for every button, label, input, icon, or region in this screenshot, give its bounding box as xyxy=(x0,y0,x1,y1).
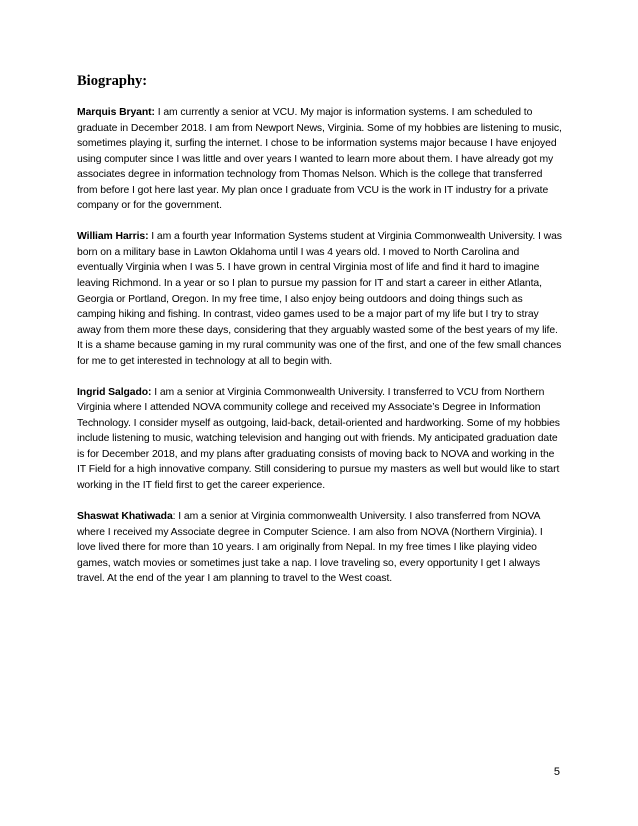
bio-text: I am a senior at Virginia Commonwealth University. I transferred to VCU from Northern Virginia where I attended NOVA community college and received my Associate’s Degree in Information Technology. I consider myself as outgoing, laid-back, detail-oriented and hardworking. Some of my hobbies include listening to music, watching television and hanging out with friends. My anticipated graduation date is for December 2018, and my plans after graduating consists of moving back to NOVA and working in the IT Field for a high innovative company. Still considering to pursue my masters as well but would like to start working in the IT field first to get the career experience. xyxy=(77,386,560,492)
bio-paragraph-ingrid-salgado xyxy=(77,385,563,494)
bio-text: I am a fourth year Information Systems student at Virginia Commonwealth University. I was born on a military base in Lawton Oklahoma until I was 4 years old. I moved to North Carolina and eventually Virginia when I was 5. I have grown in central Virginia most of life and find it hard to imagine leaving Richmond. In a year or so I plan to pursue my passion for IT and start a career in either Atlanta, Georgia or Portland, Oregon. In my free time, I also enjoy being outdoors and doing things such as camping hiking and fishing. In contrast, video games used to be a major part of my life but I try to stray away from them more these days, considering that they arguably wasted some of the best years of my life. It is a shame because gaming in my rural community was one of the first, and one of the few small chances for me to get interested in technology at all to begin with. xyxy=(77,231,562,367)
bio-name: Ingrid Salgado: xyxy=(77,386,152,398)
bio-paragraph-william-harris xyxy=(77,229,563,369)
bio-paragraph-shaswat-khatiwada xyxy=(77,509,563,587)
page-number: 5 xyxy=(553,766,560,778)
biography-list xyxy=(77,105,563,602)
bio-name: Marquis Bryant: xyxy=(77,107,155,118)
bio-text: : I am a senior at Virginia commonwealth University. I also transferred from NOVA where I received my Associate degree in Computer Science. I am also from NOVA (Northern Virginia). I love lived there for more than 10 years. I am originally from Nepal. In my free times I like playing video games, watch movies or sometimes just take a nap. I love traveling so, every opportunity I get I always travel. At the end of the year I am planning to travel to the West coast. xyxy=(77,511,543,585)
bio-paragraph-marquis-bryant xyxy=(77,105,563,214)
biography-heading: Biography: xyxy=(77,73,148,89)
bio-name: William Harris: xyxy=(77,231,149,243)
bio-text: I am currently a senior at VCU. My major is information systems. I am scheduled to graduate in December 2018. I am from Newport News, Virginia. Some of my hobbies are listening to music, sometimes playing it, surfing the internet. I chose to be information systems major because I have enjoyed using computer since I was little and over years I wanted to learn more about them. I have already got my associates degree in information technology from Thomas Nelson. Which is the college that transferred from before I got here last year. My plan once I graduate from VCU is the work in IT industry for a private company or for the government. xyxy=(77,107,562,212)
bio-name: Shaswat Khatiwada xyxy=(77,511,173,523)
